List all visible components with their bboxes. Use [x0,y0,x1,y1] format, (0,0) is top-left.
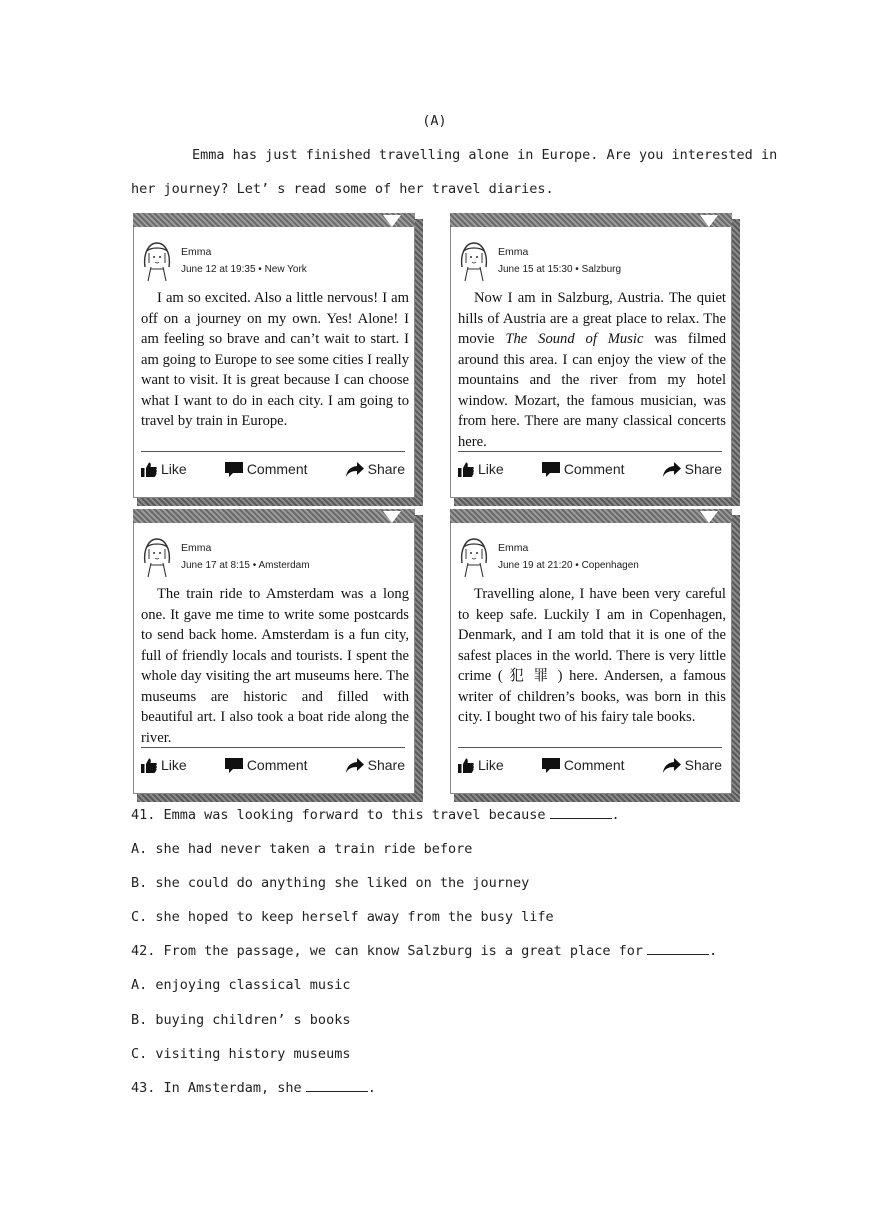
dropdown-icon[interactable] [383,215,401,227]
thumbs-up-icon [458,758,474,773]
share-button[interactable] [663,757,722,773]
answer-blank[interactable] [550,817,612,819]
like-label: Like [478,461,504,477]
post-meta: June 17 at 8:15 • Amsterdam [181,560,310,571]
option-41-b: B. she could do anything she liked on the journey [131,875,530,891]
like-button[interactable] [141,461,187,477]
post-meta: June 15 at 15:30 • Salzburg [498,264,622,275]
comment-label: Comment [246,757,308,773]
like-label: Like [161,461,187,477]
answer-blank[interactable] [647,953,709,955]
like-label: Like [161,757,187,773]
intro-line-2: her journey? Let’ s read some of her travel diaries. [131,181,554,197]
avatar-icon [456,237,492,281]
answer-blank[interactable] [306,1090,368,1092]
avatar-icon [456,533,492,577]
post-text: Travelling alone, I have been very careful to keep safe. Luckily I am in Copenhagen, Denmark, and I am told that it is one of the safest places in the world. There is very little crime ( 犯 罪 ) here. Andersen, a famous writer of children’s books, was born in this city. I bought two of his fairy tale books. [458,586,726,725]
section-label: (A) [422,113,447,129]
question-41: 41. Emma was looking forward to this travel because . [131,807,620,823]
option-42-c: C. visiting history museums [131,1046,351,1062]
diary-post-salzburg [450,213,732,498]
option-41-c: C. she hoped to keep herself away from the busy life [131,909,554,925]
option-42-b: B. buying children’ s books [131,1012,351,1028]
comment-button[interactable] [225,757,308,773]
share-arrow-icon [663,758,681,773]
comment-label: Comment [563,461,625,477]
post-author: Emma [498,542,529,554]
question-42: 42. From the passage, we can know Salzburg is a great place for . [131,943,718,959]
share-arrow-icon [663,462,681,477]
share-label: Share [684,757,722,773]
thumbs-up-icon [141,758,157,773]
like-button[interactable] [458,461,504,477]
diary-post-newyork [133,213,415,498]
comment-button[interactable] [542,757,625,773]
dropdown-icon[interactable] [383,511,401,523]
share-button[interactable] [346,757,405,773]
post-author: Emma [498,246,529,258]
option-41-a: A. she had never taken a train ride before [131,841,473,857]
diary-post-copenhagen [450,509,732,794]
share-button[interactable] [663,461,722,477]
post-meta: June 19 at 21:20 • Copenhagen [498,560,639,571]
like-label: Like [478,757,504,773]
comment-label: Comment [563,757,625,773]
share-arrow-icon [346,758,364,773]
dropdown-icon[interactable] [700,215,718,227]
like-button[interactable] [458,757,504,773]
post-text: I am so excited. Also a little nervous! I am off on a journey on my own. Yes! Alone! I am feeling so brave and can’t wait to start. I am going to Europe to see some cities I really want to visit. It is great because I can choose what I want to do in each city. I am going to travel by train in Europe. [141,290,409,429]
post-author: Emma [181,246,212,258]
comment-icon [225,462,243,477]
share-label: Share [367,461,405,477]
diary-post-amsterdam [133,509,415,794]
thumbs-up-icon [141,462,157,477]
comment-button[interactable] [225,461,308,477]
movie-title: The Sound of Music [505,331,644,347]
option-42-a: A. enjoying classical music [131,977,351,993]
comment-icon [542,758,560,773]
comment-icon [542,462,560,477]
comment-label: Comment [246,461,308,477]
like-button[interactable] [141,757,187,773]
post-author: Emma [181,542,212,554]
share-arrow-icon [346,462,364,477]
question-43: 43. In Amsterdam, she . [131,1080,376,1096]
comment-icon [225,758,243,773]
avatar-icon [139,533,175,577]
share-button[interactable] [346,461,405,477]
share-label: Share [684,461,722,477]
avatar-icon [139,237,175,281]
post-text: Now I am in Salzburg, Austria. The quiet hills of Austria are a great place to relax. The movie The Sound of Music was filmed around this area. I can enjoy the view of the mountains and the river from my hotel window. Mozart, the famous musician, was from here. There are many classical concerts here. [458,290,726,450]
post-text: The train ride to Amsterdam was a long one. It gave me time to write some postcards to send back home. Amsterdam is a fun city, full of friendly locals and tourists. I spent the whole day visiting the art museums here. The museums are historic and filled with beautiful art. I also took a boat ride along the river. [141,586,409,746]
comment-button[interactable] [542,461,625,477]
share-label: Share [367,757,405,773]
dropdown-icon[interactable] [700,511,718,523]
intro-line-1: Emma has just finished travelling alone in Europe. Are you interested in [192,147,778,163]
thumbs-up-icon [458,462,474,477]
post-meta: June 12 at 19:35 • New York [181,264,307,275]
